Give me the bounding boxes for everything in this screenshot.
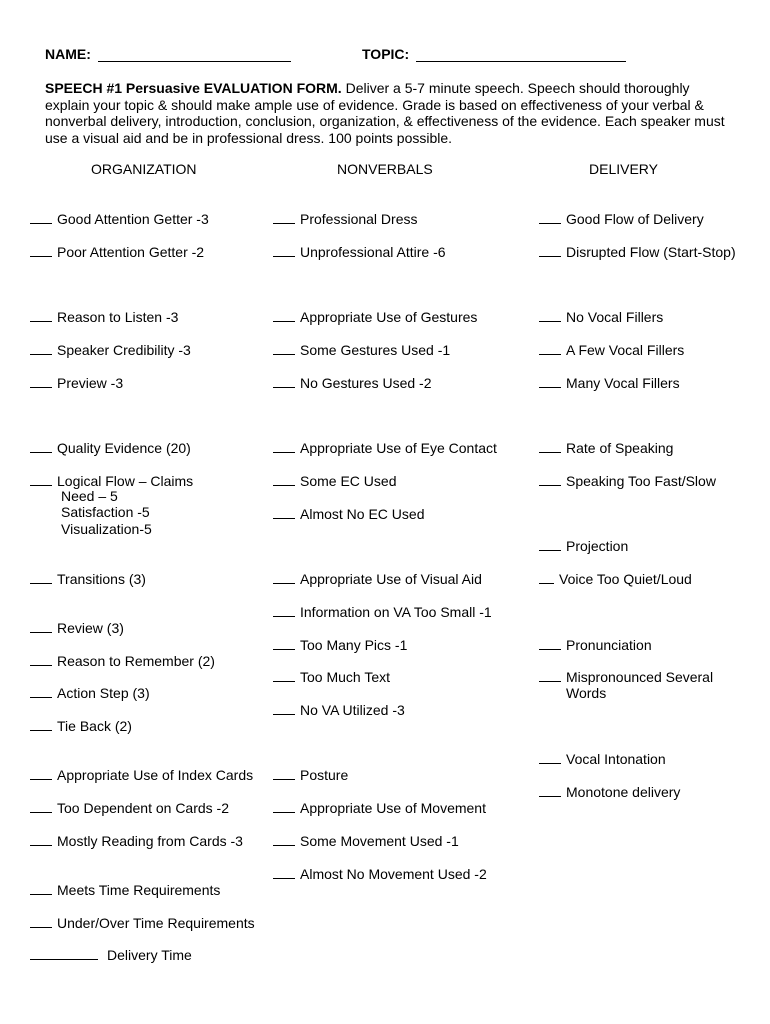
topic-field[interactable] — [416, 47, 626, 62]
checkbox-blank[interactable] — [273, 505, 295, 519]
org-item[interactable]: Action Step (3) — [30, 684, 150, 701]
checkbox-blank[interactable] — [539, 374, 561, 388]
name-field[interactable] — [98, 47, 291, 62]
org-item[interactable]: Good Attention Getter -3 — [30, 210, 209, 227]
nonverbal-item[interactable]: Some Movement Used -1 — [273, 832, 459, 849]
org-item[interactable]: Speaker Credibility -3 — [30, 341, 191, 358]
checkbox-blank[interactable] — [273, 636, 295, 650]
nonverbal-item[interactable]: Posture — [273, 766, 348, 783]
nonverbal-item[interactable]: Some EC Used — [273, 472, 396, 489]
org-item[interactable]: Reason to Listen -3 — [30, 308, 178, 325]
delivery-item[interactable]: A Few Vocal Fillers — [539, 341, 684, 358]
checkbox-blank[interactable] — [273, 701, 295, 715]
checkbox-blank[interactable] — [539, 750, 561, 764]
checkbox-blank[interactable] — [273, 210, 295, 224]
logical-flow-sub-satisfaction: Satisfaction -5 — [61, 504, 150, 520]
org-item[interactable]: Tie Back (2) — [30, 717, 132, 734]
checkbox-blank[interactable] — [539, 472, 561, 486]
org-item[interactable]: Under/Over Time Requirements — [30, 914, 255, 931]
checkbox-blank[interactable] — [30, 243, 52, 257]
delivery-item[interactable]: Monotone delivery — [539, 783, 680, 800]
checkbox-blank[interactable] — [539, 783, 561, 797]
checkbox-blank[interactable] — [30, 717, 52, 731]
nonverbal-item[interactable]: Too Many Pics -1 — [273, 636, 407, 653]
checkbox-blank[interactable] — [30, 210, 52, 224]
checkbox-blank[interactable] — [30, 914, 52, 928]
checkbox-blank[interactable] — [539, 570, 554, 584]
checkbox-blank[interactable] — [30, 684, 52, 698]
checkbox-blank[interactable] — [539, 308, 561, 322]
delivery-item[interactable]: Pronunciation — [539, 636, 652, 653]
checkbox-blank[interactable] — [273, 832, 295, 846]
org-item[interactable]: Mostly Reading from Cards -3 — [30, 832, 243, 849]
checkbox-blank[interactable] — [273, 308, 295, 322]
checkbox-blank[interactable] — [539, 210, 561, 224]
checkbox-blank[interactable] — [30, 308, 52, 322]
checkbox-blank[interactable] — [273, 570, 295, 584]
org-item[interactable]: Too Dependent on Cards -2 — [30, 799, 229, 816]
checkbox-blank[interactable] — [273, 799, 295, 813]
checkbox-blank[interactable] — [273, 668, 295, 682]
org-item[interactable]: Poor Attention Getter -2 — [30, 243, 204, 260]
checkbox-blank[interactable] — [273, 766, 295, 780]
checkbox-blank[interactable] — [539, 439, 561, 453]
checkbox-blank[interactable] — [30, 374, 52, 388]
checkbox-blank[interactable] — [30, 799, 52, 813]
delivery-item[interactable]: Voice Too Quiet/Loud — [539, 570, 692, 587]
checkbox-blank[interactable] — [273, 374, 295, 388]
delivery-item-continuation: Words — [566, 685, 607, 701]
nonverbal-item[interactable]: No Gestures Used -2 — [273, 374, 432, 391]
topic-label: TOPIC: — [362, 46, 410, 62]
checkbox-blank[interactable] — [539, 636, 561, 650]
organization-heading: ORGANIZATION — [91, 161, 197, 177]
delivery-item[interactable]: No Vocal Fillers — [539, 308, 663, 325]
logical-flow-sub-need: Need – 5 — [61, 488, 118, 504]
nonverbal-item[interactable]: No VA Utilized -3 — [273, 701, 405, 718]
intro-paragraph — [45, 80, 735, 146]
checkbox-blank[interactable] — [273, 472, 295, 486]
checkbox-blank[interactable] — [539, 537, 561, 551]
delivery-item[interactable]: Mispronounced Several — [539, 668, 713, 685]
checkbox-blank[interactable] — [30, 766, 52, 780]
delivery-item[interactable]: Speaking Too Fast/Slow — [539, 472, 716, 489]
checkbox-blank[interactable] — [273, 243, 295, 257]
org-item[interactable]: Review (3) — [30, 619, 124, 636]
delivery-heading: DELIVERY — [589, 161, 658, 177]
form-title: SPEECH #1 Persuasive EVALUATION FORM. — [45, 80, 342, 96]
checkbox-blank[interactable] — [30, 472, 52, 486]
delivery-item[interactable]: Disrupted Flow (Start-Stop) — [539, 243, 736, 260]
intro-body: Deliver a 5-7 minute speech. Speech should thoroughly explain your topic & should make ample use of evidence. Grade is based on effectiveness of your verbal & nonverbal delivery, introduction, conclusion, organization, & effectiveness of the evidence. Each speaker must use a visual aid and be in professional dress. 100 points possible. — [45, 80, 725, 146]
nonverbal-item[interactable]: Professional Dress — [273, 210, 418, 227]
delivery-item[interactable]: Many Vocal Fillers — [539, 374, 680, 391]
nonverbal-item[interactable]: Unprofessional Attire -6 — [273, 243, 446, 260]
checkbox-blank[interactable] — [30, 619, 52, 633]
checkbox-blank[interactable] — [30, 570, 52, 584]
checkbox-blank[interactable] — [273, 603, 295, 617]
nonverbal-item[interactable]: Appropriate Use of Visual Aid — [273, 570, 482, 587]
delivery-item[interactable]: Vocal Intonation — [539, 750, 666, 767]
checkbox-blank[interactable] — [30, 652, 52, 666]
delivery-item[interactable]: Good Flow of Delivery — [539, 210, 704, 227]
checkbox-blank[interactable] — [539, 341, 561, 355]
checkbox-blank[interactable] — [539, 243, 561, 257]
org-item[interactable]: Logical Flow – Claims — [30, 472, 193, 489]
delivery-time-item[interactable]: Delivery Time — [30, 946, 192, 963]
org-item[interactable]: Preview -3 — [30, 374, 123, 391]
nonverbals-heading: NONVERBALS — [337, 161, 433, 177]
nonverbal-item[interactable]: Some Gestures Used -1 — [273, 341, 450, 358]
nonverbal-item[interactable]: Almost No Movement Used -2 — [273, 865, 487, 882]
nonverbal-item[interactable]: Too Much Text — [273, 668, 390, 685]
delivery-item[interactable]: Rate of Speaking — [539, 439, 673, 456]
org-item[interactable]: Appropriate Use of Index Cards — [30, 766, 253, 783]
org-item[interactable]: Quality Evidence (20) — [30, 439, 191, 456]
checkbox-blank[interactable] — [273, 865, 295, 879]
checkbox-blank[interactable] — [30, 341, 52, 355]
nonverbal-item[interactable]: Appropriate Use of Gestures — [273, 308, 477, 325]
nonverbal-item[interactable]: Almost No EC Used — [273, 505, 424, 522]
checkbox-blank[interactable] — [273, 341, 295, 355]
logical-flow-sub-visualization: Visualization-5 — [61, 521, 152, 537]
checkbox-blank[interactable] — [273, 439, 295, 453]
checkbox-blank[interactable] — [30, 881, 52, 895]
checkbox-blank[interactable] — [539, 668, 561, 682]
nonverbal-item[interactable]: Appropriate Use of Movement — [273, 799, 486, 816]
name-label: NAME: — [45, 46, 91, 62]
delivery-item[interactable]: Projection — [539, 537, 628, 554]
checkbox-blank[interactable] — [30, 439, 52, 453]
org-item[interactable]: Meets Time Requirements — [30, 881, 220, 898]
org-item[interactable]: Transitions (3) — [30, 570, 146, 587]
delivery-time-blank[interactable] — [30, 946, 98, 960]
nonverbal-item[interactable]: Appropriate Use of Eye Contact — [273, 439, 497, 456]
checkbox-blank[interactable] — [30, 832, 52, 846]
nonverbal-item[interactable]: Information on VA Too Small -1 — [273, 603, 492, 620]
org-item[interactable]: Reason to Remember (2) — [30, 652, 215, 669]
